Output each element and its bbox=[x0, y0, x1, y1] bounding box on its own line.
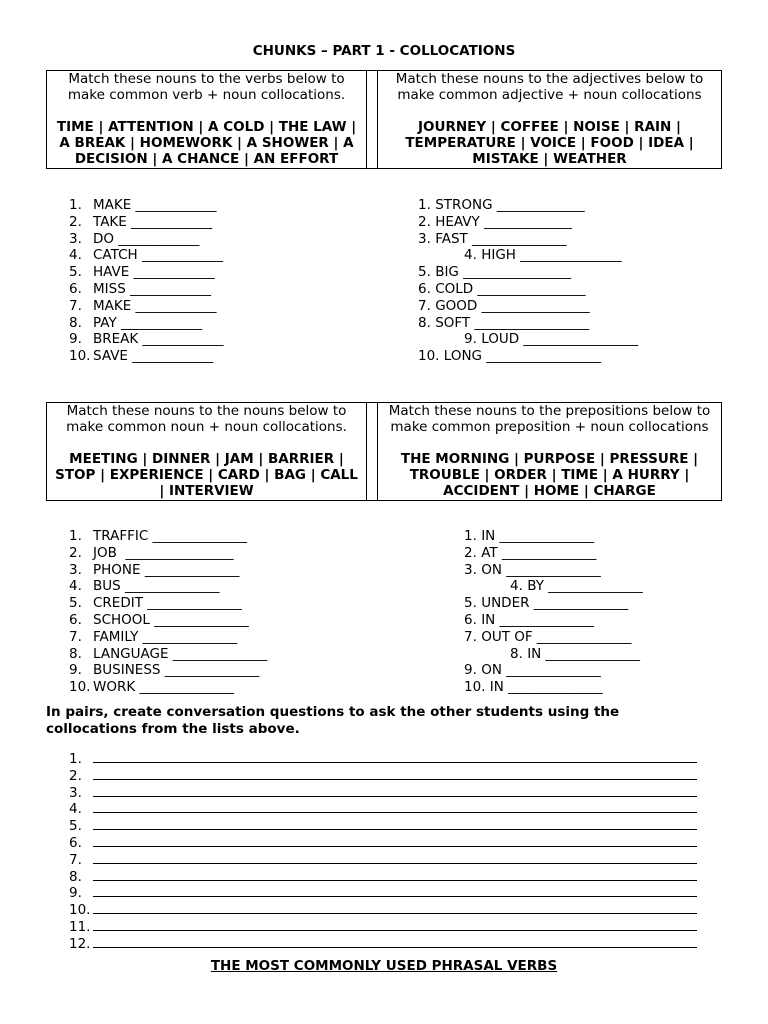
item-number: 2. bbox=[69, 544, 82, 561]
item-text: LANGUAGE ______________ bbox=[93, 645, 268, 662]
item-text: LONG _________________ bbox=[443, 348, 602, 365]
item-text: SAVE ____________ bbox=[93, 348, 214, 365]
item-number: 9. bbox=[69, 662, 82, 679]
question-number: 1. bbox=[69, 751, 82, 767]
answer-blank[interactable] bbox=[93, 867, 697, 881]
item-number: 9. bbox=[69, 331, 82, 348]
question-number: 6. bbox=[69, 834, 82, 851]
item-number: 8. bbox=[69, 314, 82, 331]
question-number: 11. bbox=[69, 918, 91, 935]
list-item bbox=[418, 231, 638, 248]
item-text: AT ______________ bbox=[481, 544, 597, 561]
item-number: 3. bbox=[69, 230, 82, 247]
collocation-box-nouns-prepositions bbox=[46, 402, 722, 501]
pair-work-prompt: In pairs, create conversation questions to ask the other students using the collocations from the lists above. bbox=[46, 704, 620, 737]
question-lines bbox=[69, 749, 697, 951]
adjective-noun-words: JOURNEY | COFFEE | NOISE | RAIN | TEMPERATURE | VOICE | FOOD | IDEA | MISTAKE | WEATHER bbox=[405, 119, 694, 167]
answer-blank[interactable] bbox=[93, 900, 697, 914]
question-line[interactable] bbox=[69, 783, 697, 800]
item-text: COLD ________________ bbox=[435, 280, 586, 297]
noun-list bbox=[69, 528, 267, 696]
item-text: TRAFFIC ______________ bbox=[93, 528, 248, 544]
item-number: 4. bbox=[510, 578, 523, 595]
question-line[interactable] bbox=[69, 799, 697, 816]
list-item bbox=[69, 315, 224, 332]
item-number: 8. bbox=[69, 645, 82, 662]
item-number: 6. bbox=[464, 611, 477, 628]
item-text: BUSINESS ______________ bbox=[93, 662, 260, 679]
list-item bbox=[69, 545, 267, 562]
question-number: 5. bbox=[69, 818, 82, 835]
item-number: 5. bbox=[69, 595, 82, 612]
item-number: 9. bbox=[464, 662, 477, 679]
list-item bbox=[69, 528, 267, 545]
list-item bbox=[69, 214, 224, 231]
answer-blank[interactable] bbox=[93, 799, 697, 813]
item-number: 5. bbox=[464, 595, 477, 612]
item-number: 6. bbox=[69, 611, 82, 628]
box-gap bbox=[367, 71, 378, 169]
question-line[interactable] bbox=[69, 900, 697, 917]
item-text: ON ______________ bbox=[481, 561, 601, 578]
question-number: 10. bbox=[69, 902, 91, 919]
list-item bbox=[69, 612, 267, 629]
list-item bbox=[464, 646, 643, 663]
item-text: WORK ______________ bbox=[93, 679, 234, 696]
item-text: MAKE ____________ bbox=[93, 297, 217, 314]
answer-blank[interactable] bbox=[93, 850, 697, 864]
answer-blank[interactable] bbox=[93, 917, 697, 931]
question-line[interactable] bbox=[69, 833, 697, 850]
preposition-list bbox=[464, 528, 643, 696]
item-number: 1. bbox=[69, 197, 82, 213]
list-item bbox=[464, 595, 643, 612]
item-text: IN ______________ bbox=[527, 645, 641, 662]
item-text: BIG ________________ bbox=[435, 264, 572, 281]
item-number: 10. bbox=[69, 348, 91, 365]
question-number: 2. bbox=[69, 767, 82, 784]
list-item bbox=[464, 562, 643, 579]
verb-noun-cell bbox=[47, 71, 367, 169]
list-item bbox=[418, 298, 638, 315]
list-item bbox=[69, 231, 224, 248]
item-number: 1. bbox=[418, 197, 431, 213]
item-text: MISS ____________ bbox=[93, 280, 212, 297]
item-text: PAY ____________ bbox=[93, 314, 203, 331]
item-text: IN ______________ bbox=[481, 528, 595, 544]
item-number: 6. bbox=[69, 280, 82, 297]
answer-blank[interactable] bbox=[93, 934, 697, 948]
item-number: 7. bbox=[464, 628, 477, 645]
item-text: IN ______________ bbox=[481, 611, 595, 628]
list-item bbox=[69, 578, 267, 595]
question-line[interactable] bbox=[69, 749, 697, 766]
item-number: 8. bbox=[418, 314, 431, 331]
question-number: 12. bbox=[69, 935, 91, 952]
noun-noun-cell bbox=[47, 403, 367, 501]
list-item bbox=[464, 578, 643, 595]
noun-noun-instruction: Match these nouns to the nouns below to make common noun + noun collocations. bbox=[66, 403, 347, 435]
item-text: OUT OF ______________ bbox=[481, 628, 632, 645]
item-number: 10. bbox=[418, 348, 440, 365]
question-line[interactable] bbox=[69, 816, 697, 833]
adjective-list bbox=[418, 197, 638, 365]
question-line[interactable] bbox=[69, 850, 697, 867]
item-text: FAST ______________ bbox=[435, 230, 567, 247]
list-item bbox=[418, 264, 638, 281]
item-number: 7. bbox=[418, 297, 431, 314]
item-text: GOOD ________________ bbox=[435, 297, 590, 314]
list-item bbox=[69, 629, 267, 646]
answer-blank[interactable] bbox=[93, 883, 697, 897]
list-item bbox=[69, 197, 224, 214]
item-text: SCHOOL ______________ bbox=[93, 611, 249, 628]
item-text: FAMILY ______________ bbox=[93, 628, 238, 645]
item-number: 3. bbox=[418, 230, 431, 247]
noun-noun-words: MEETING | DINNER | JAM | BARRIER | STOP | EXPERIENCE | CARD | BAG | CALL | INTERVIEW bbox=[55, 451, 358, 499]
list-item bbox=[418, 315, 638, 332]
list-item bbox=[464, 528, 643, 545]
collocation-box-verbs-adjectives bbox=[46, 70, 722, 169]
item-text: JOB ________________ bbox=[93, 544, 234, 561]
item-number: 2. bbox=[464, 544, 477, 561]
list-item bbox=[69, 646, 267, 663]
question-line[interactable] bbox=[69, 766, 697, 783]
list-item bbox=[464, 662, 643, 679]
list-item bbox=[69, 595, 267, 612]
answer-blank[interactable] bbox=[93, 766, 697, 780]
item-number: 1. bbox=[69, 528, 82, 544]
item-text: SOFT _________________ bbox=[435, 314, 590, 331]
question-number: 3. bbox=[69, 784, 82, 801]
item-text: ON ______________ bbox=[481, 662, 601, 679]
item-text: BREAK ____________ bbox=[93, 331, 224, 348]
list-item bbox=[464, 612, 643, 629]
question-line[interactable] bbox=[69, 917, 697, 934]
verb-noun-words: TIME | ATTENTION | A COLD | THE LAW | A BREAK | HOMEWORK | A SHOWER | A DECISION | A CHANCE | AN EFFORT bbox=[56, 119, 357, 167]
item-number: 4. bbox=[69, 247, 82, 264]
adjective-noun-cell bbox=[378, 71, 722, 169]
item-number: 5. bbox=[418, 264, 431, 281]
question-line[interactable] bbox=[69, 883, 697, 900]
question-line[interactable] bbox=[69, 867, 697, 884]
answer-blank[interactable] bbox=[93, 783, 697, 797]
item-text: PHONE ______________ bbox=[93, 561, 240, 578]
item-text: MAKE ____________ bbox=[93, 197, 217, 213]
adjective-noun-instruction: Match these nouns to the adjectives below to make common adjective + noun collocations bbox=[395, 71, 704, 103]
list-item bbox=[69, 281, 224, 298]
answer-blank[interactable] bbox=[93, 816, 697, 830]
item-text: TAKE ____________ bbox=[93, 213, 213, 230]
list-item bbox=[464, 545, 643, 562]
item-number: 3. bbox=[464, 561, 477, 578]
item-number: 7. bbox=[69, 628, 82, 645]
item-text: CREDIT ______________ bbox=[93, 595, 242, 612]
list-item bbox=[418, 197, 638, 214]
list-item bbox=[69, 348, 224, 365]
item-number: 1. bbox=[464, 528, 477, 544]
list-item bbox=[69, 562, 267, 579]
list-item bbox=[418, 214, 638, 231]
verb-noun-instruction: Match these nouns to the verbs below to make common verb + noun collocations. bbox=[67, 71, 346, 103]
item-number: 7. bbox=[69, 297, 82, 314]
item-text: BUS ______________ bbox=[93, 578, 220, 595]
item-text: UNDER ______________ bbox=[481, 595, 629, 612]
item-number: 2. bbox=[69, 213, 82, 230]
preposition-noun-cell bbox=[378, 403, 722, 501]
item-text: CATCH ____________ bbox=[93, 247, 223, 264]
list-item bbox=[69, 298, 224, 315]
item-text: HEAVY _____________ bbox=[435, 213, 572, 230]
item-text: IN ______________ bbox=[489, 679, 603, 696]
item-text: LOUD _________________ bbox=[481, 331, 639, 348]
list-item bbox=[69, 331, 224, 348]
question-number: 8. bbox=[69, 868, 82, 885]
list-item bbox=[69, 264, 224, 281]
question-number: 9. bbox=[69, 885, 82, 902]
list-item bbox=[69, 247, 224, 264]
item-number: 10. bbox=[69, 679, 91, 696]
box-gap bbox=[367, 403, 378, 501]
list-item bbox=[418, 331, 638, 348]
list-item bbox=[464, 629, 643, 646]
question-number: 4. bbox=[69, 801, 82, 818]
list-item bbox=[418, 247, 638, 264]
verb-list bbox=[69, 197, 224, 365]
item-text: STRONG _____________ bbox=[435, 197, 585, 213]
item-number: 8. bbox=[510, 645, 523, 662]
list-item bbox=[418, 348, 638, 365]
item-text: HAVE ____________ bbox=[93, 264, 215, 281]
item-number: 5. bbox=[69, 264, 82, 281]
item-number: 3. bbox=[69, 561, 82, 578]
answer-blank[interactable] bbox=[93, 749, 697, 763]
item-number: 4. bbox=[69, 578, 82, 595]
list-item bbox=[464, 679, 643, 696]
item-number: 9. bbox=[464, 331, 477, 348]
item-number: 4. bbox=[464, 247, 477, 264]
item-number: 10. bbox=[464, 679, 486, 696]
answer-blank[interactable] bbox=[93, 833, 697, 847]
list-item bbox=[69, 662, 267, 679]
section-heading-phrasal-verbs: THE MOST COMMONLY USED PHRASAL VERBS bbox=[210, 958, 558, 974]
list-item bbox=[418, 281, 638, 298]
item-number: 2. bbox=[418, 213, 431, 230]
list-item bbox=[69, 679, 267, 696]
item-text: HIGH _______________ bbox=[481, 247, 622, 264]
preposition-noun-instruction: Match these nouns to the prepositions below to make common preposition + noun collocations bbox=[388, 403, 711, 435]
question-number: 7. bbox=[69, 851, 82, 868]
item-text: DO ____________ bbox=[93, 230, 200, 247]
item-text: BY ______________ bbox=[527, 578, 643, 595]
page-title: CHUNKS – PART 1 - COLLOCATIONS bbox=[252, 43, 516, 59]
question-line[interactable] bbox=[69, 934, 697, 951]
preposition-noun-words: THE MORNING | PURPOSE | PRESSURE | TROUBLE | ORDER | TIME | A HURRY | ACCIDENT | HOME | CHARGE bbox=[400, 451, 699, 499]
item-number: 6. bbox=[418, 280, 431, 297]
